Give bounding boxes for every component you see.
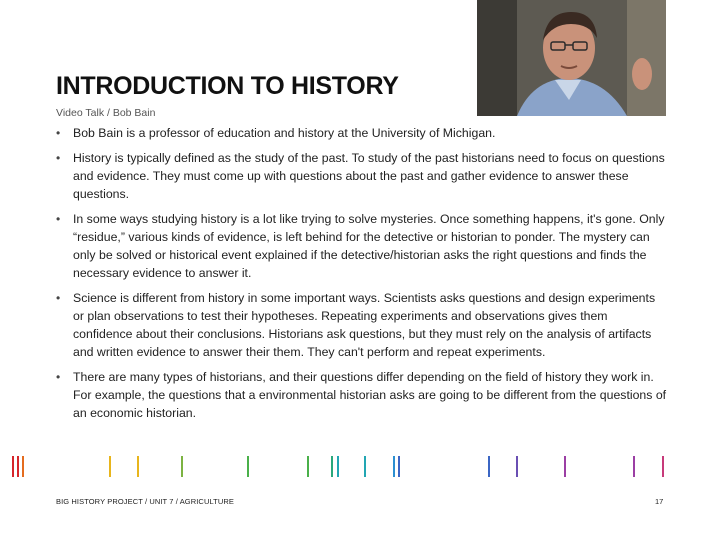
list-item bbox=[56, 124, 668, 142]
bullet-text: In some ways studying history is a lot like trying to solve mysteries. Once something happens, it's gone. Only “residue,” various kinds of evidence, is left behind for the detective or historian to ponder. The mystery can only be solved or historical event explained if the detective/historian asks the right questions and finds the necessary evidence to answer it. bbox=[73, 212, 665, 280]
timeline-tick bbox=[307, 456, 309, 477]
page-number: 17 bbox=[655, 497, 664, 506]
bullet-text: Science is different from history in some important ways. Scientists asks questions and design experiments or plan observations to test their hypotheses. Repeating experiments and observations gives them confidence about their conclusions. Historians ask questions, but they must rely on the analysis of artifacts and written evidence to answer their them. They can't perform and repeat experiments. bbox=[73, 291, 656, 359]
timeline-tick bbox=[17, 456, 19, 477]
bullet-text: History is typically defined as the study of the past. To study of the past historians need to focus on questions and evidence. They must come up with questions about the past and gather evidence to answer these questions. bbox=[73, 151, 665, 201]
timeline-tick bbox=[633, 456, 635, 477]
presenter-portrait bbox=[477, 0, 666, 116]
timeline-tick bbox=[181, 456, 183, 477]
page-title: INTRODUCTION TO HISTORY bbox=[56, 72, 399, 100]
timeline-tick bbox=[337, 456, 339, 477]
list-item bbox=[56, 368, 668, 422]
bullet-icon: • bbox=[56, 370, 61, 384]
bullet-text: Bob Bain is a professor of education and history at the University of Michigan. bbox=[73, 126, 496, 140]
timeline-tick bbox=[564, 456, 566, 477]
timeline-tick bbox=[398, 456, 400, 477]
presenter-photo bbox=[477, 0, 666, 116]
timeline-ticks bbox=[0, 456, 720, 478]
list-item bbox=[56, 210, 668, 282]
bullet-icon: • bbox=[56, 126, 61, 140]
timeline-tick bbox=[247, 456, 249, 477]
timeline-tick bbox=[488, 456, 490, 477]
timeline-tick bbox=[109, 456, 111, 477]
timeline-tick bbox=[137, 456, 139, 477]
page-subtitle: Video Talk / Bob Bain bbox=[56, 107, 156, 119]
bullet-text: There are many types of historians, and their questions differ depending on the field of history they work in. For example, the questions that a environmental historian asks are going to be different from the questions of an economic historian. bbox=[73, 370, 667, 420]
bullet-list bbox=[56, 124, 668, 429]
bullet-icon: • bbox=[56, 291, 61, 305]
timeline-tick bbox=[662, 456, 664, 477]
timeline-tick bbox=[331, 456, 333, 477]
bullet-icon: • bbox=[56, 151, 61, 165]
footer-label: BIG HISTORY PROJECT / UNIT 7 / AGRICULTURE bbox=[56, 497, 234, 506]
bullet-icon: • bbox=[56, 212, 61, 226]
timeline-tick bbox=[364, 456, 366, 477]
list-item bbox=[56, 289, 668, 361]
timeline-tick bbox=[393, 456, 395, 477]
list-item bbox=[56, 149, 668, 203]
timeline-tick bbox=[22, 456, 24, 477]
timeline-tick bbox=[516, 456, 518, 477]
timeline-tick bbox=[12, 456, 14, 477]
